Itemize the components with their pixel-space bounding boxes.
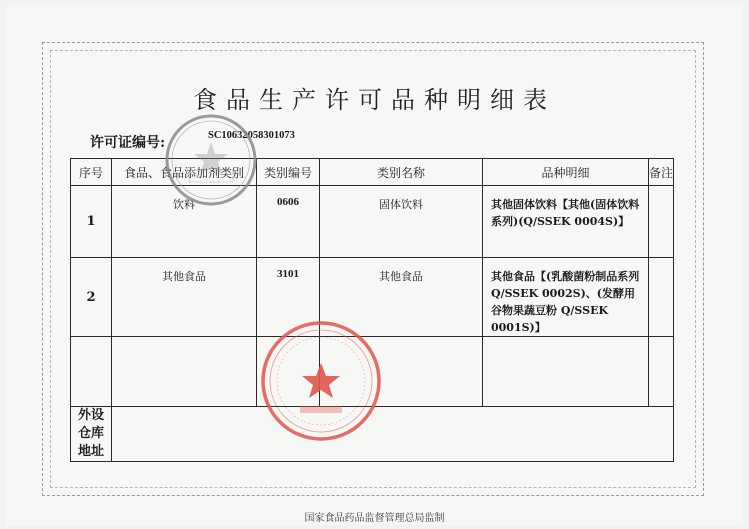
row-category-name: 固体饮料: [320, 186, 483, 258]
row-food-category: 饮料: [112, 186, 257, 258]
row-remark: [649, 258, 674, 337]
company-seal-stamp: [258, 318, 384, 444]
document-title: 食品生产许可品种明细表: [193, 86, 556, 114]
authority-seal-stamp: [163, 112, 259, 208]
header-remark: 备注: [649, 159, 674, 186]
row-category-code: 3101: [257, 258, 320, 337]
table-header-row: [71, 159, 674, 186]
footer-issuer: 国家食品药品监督管理总局监制: [304, 513, 445, 524]
license-number: SC10632058301073: [208, 130, 295, 141]
row-seq: 1: [71, 186, 112, 258]
license-label: 许可证编号:: [90, 135, 166, 151]
row-seq: 2: [71, 258, 112, 337]
header-food-category: 食品、食品添加剂类别: [112, 159, 257, 186]
header-variety-detail: 品种明细: [483, 159, 649, 186]
row-food-category: 其他食品: [112, 258, 257, 337]
table-row: [71, 186, 674, 258]
header-seq: 序号: [71, 159, 112, 186]
row-variety-detail: 其他固体饮料【其他(固体饮料系列)(Q/SSEK 0004S)】: [483, 186, 649, 258]
row-category-code: 0606: [257, 186, 320, 258]
row-remark: [649, 186, 674, 258]
header-category-name: 类别名称: [320, 159, 483, 186]
row-variety-detail: 其他食品【(乳酸菌粉制品系列 Q/SSEK 0002S)、(发酵用谷物果蔬豆粉 Q/SSEK 0001S)】: [483, 258, 649, 337]
external-storage-label: 外设仓库地址: [71, 407, 112, 462]
header-category-code: 类别编号: [257, 159, 320, 186]
external-storage-value: [112, 407, 674, 462]
row-category-name: 其他食品: [320, 258, 483, 337]
